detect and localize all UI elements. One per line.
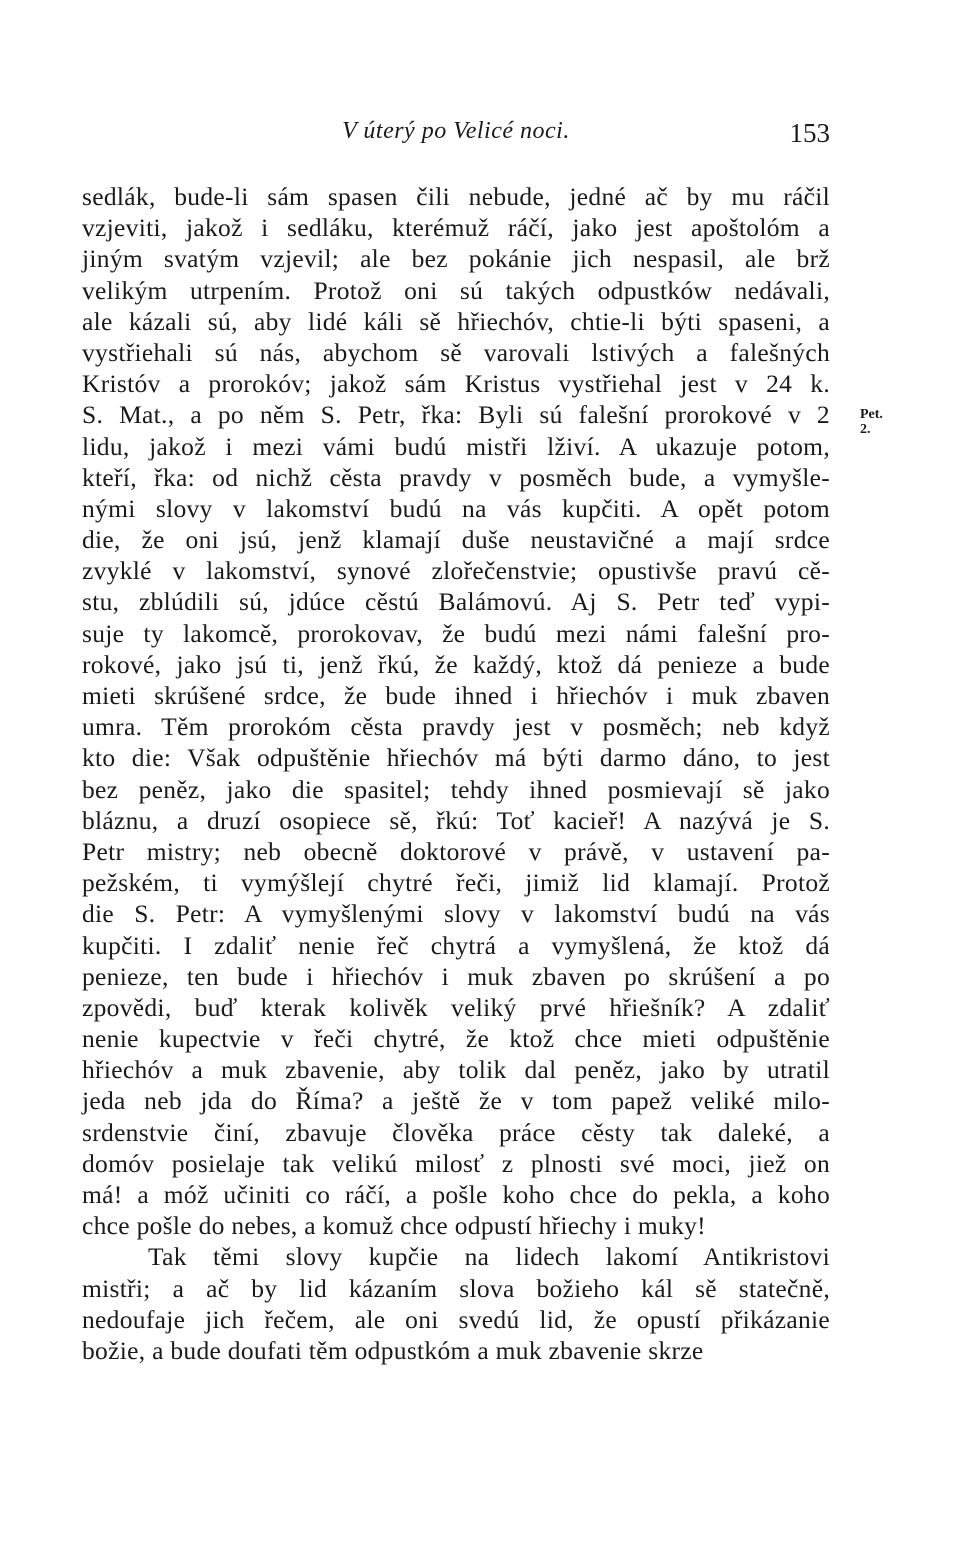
text-line: umra. Těm prorokóm cěsta pravdy jest v posměch; neb když [82,712,830,742]
text-line: die S. Petr: A vymyšlenými slovy v lakomství budú na vás [82,899,830,929]
text-line: penieze, ten bude i hřiechóv i muk zbaven po skrúšení a po [82,961,830,991]
text-line: bez peněz, jako die spasitel; tehdy ihned posmievají sě jako [82,774,830,804]
text-line: kteří, řka: od nichž cěsta pravdy v posměch bude, a vymyšle- [82,462,830,492]
text-line: srdenstvie činí, zbavuje člověka práce cěsty tak daleké, a [82,1117,830,1147]
page-number: 153 [789,118,830,148]
text-line: suje ty lakomcě, prorokovav, že budú mezi námi falešní pro- [82,618,830,648]
text-line: lidu, jakož i mezi vámi budú mistři lživí. A ukazuje potom, [82,431,830,461]
text-line: božie, a bude doufati těm odpustkóm a muk zbavenie skrze [82,1335,704,1365]
margin-note-line: 2. [860,422,871,437]
running-title: V úterý po Velicé noci. [342,118,570,144]
text-line: nenie kupectvie v řeči chytré, že ktož chce mieti odpuštěnie [82,1024,830,1054]
text-line: pežském, ti vymýšlejí chytré řeči, jimiž lid klamají. Protož [82,868,830,898]
text-line: vzjeviti, jakož i sedláku, kterémuž ráčí, jako jest apoštolóm a [82,213,830,243]
text-line: zpovědi, buď kterak kolivěk veliký prvé hřiešník? A zdaliť [82,992,830,1022]
text-line: nedoufaje jich řečem, ale oni svedú lid, že opustí přikázanie [82,1304,830,1334]
paragraph [82,181,830,1241]
text-line: kto die: Však odpuštěnie hřiechóv má býti darmo dáno, to jest [82,743,830,773]
text-line: nými slovy v lakomství budú na vás kupčiti. A opět potom [82,493,830,523]
text-line: zvyklé v lakomství, synové zlořečenstvie; opustivše pravú cě- [82,556,830,586]
text-line: mistři; a ač by lid kázaním slova božieho kál sě statečně, [82,1273,830,1303]
text-line: bláznu, a druzí osopiece sě, řkú: Toť kacieř! A nazývá je S. [82,805,830,835]
margin-note-line: Pet. [860,407,883,422]
body-text [82,181,830,1366]
text-line: Tak těmi slovy kupčie na lidech lakomí Antikristovi [148,1242,830,1272]
text-line: sedlák, bude-li sám spasen čili nebude, jedné ač by mu ráčil [82,182,830,211]
text-line: Petr mistry; neb obecně doktorové v právě, v ustavení pa- [82,836,830,866]
text-line: vystřiehali sú nás, abychom sě varovali lstivých a falešných [82,337,830,367]
text-line: S. Mat., a po něm S. Petr, řka: Byli sú falešní prorokové v 2 [82,400,830,430]
running-head [82,118,830,158]
margin-note [860,407,883,437]
text-line: domóv posielaje tak velikú milosť z plnosti své moci, jiež on [82,1148,830,1178]
text-line: rokové, jako jsú ti, jenž řkú, že každý, ktož dá penieze a bude [82,649,830,679]
text-line: kupčiti. I zdaliť nenie řeč chytrá a vymyšlená, že ktož dá [82,930,830,960]
text-line: stu, zblúdili sú, jdúce cěstú Balámovú. Aj S. Petr teď vypi- [82,587,830,617]
paragraph [82,1241,830,1366]
text-line: die, že oni jsú, jenž klamají duše neustavičné a mají srdce [82,525,830,555]
text-line: hřiechóv a muk zbavenie, aby tolik dal peněz, jako by utratil [82,1055,830,1085]
text-line: jiným svatým vzjevil; ale bez pokánie jich nespasil, ale brž [82,244,830,274]
text-line: má! a móž učiniti co ráčí, a pošle koho chce do pekla, a koho [82,1180,830,1209]
text-line: Kristóv a prorokóv; jakož sám Kristus vystřiehal jest v 24 k. [82,369,830,399]
text-line: mieti skrúšené srdce, že bude ihned i hřiechóv i muk zbaven [82,681,830,710]
text-line: chce pošle do nebes, a komuž chce odpustí hřiechy i muky! [82,1211,706,1241]
text-line: jeda neb jda do Říma? a ještě že v tom papež veliké milo- [82,1086,830,1116]
text-line: velikým utrpením. Protož oni sú takých odpustków nedávali, [82,275,830,305]
text-line: ale kázali sú, aby lidé káli sě hřiechóv, chtie-li býti spaseni, a [82,306,830,336]
